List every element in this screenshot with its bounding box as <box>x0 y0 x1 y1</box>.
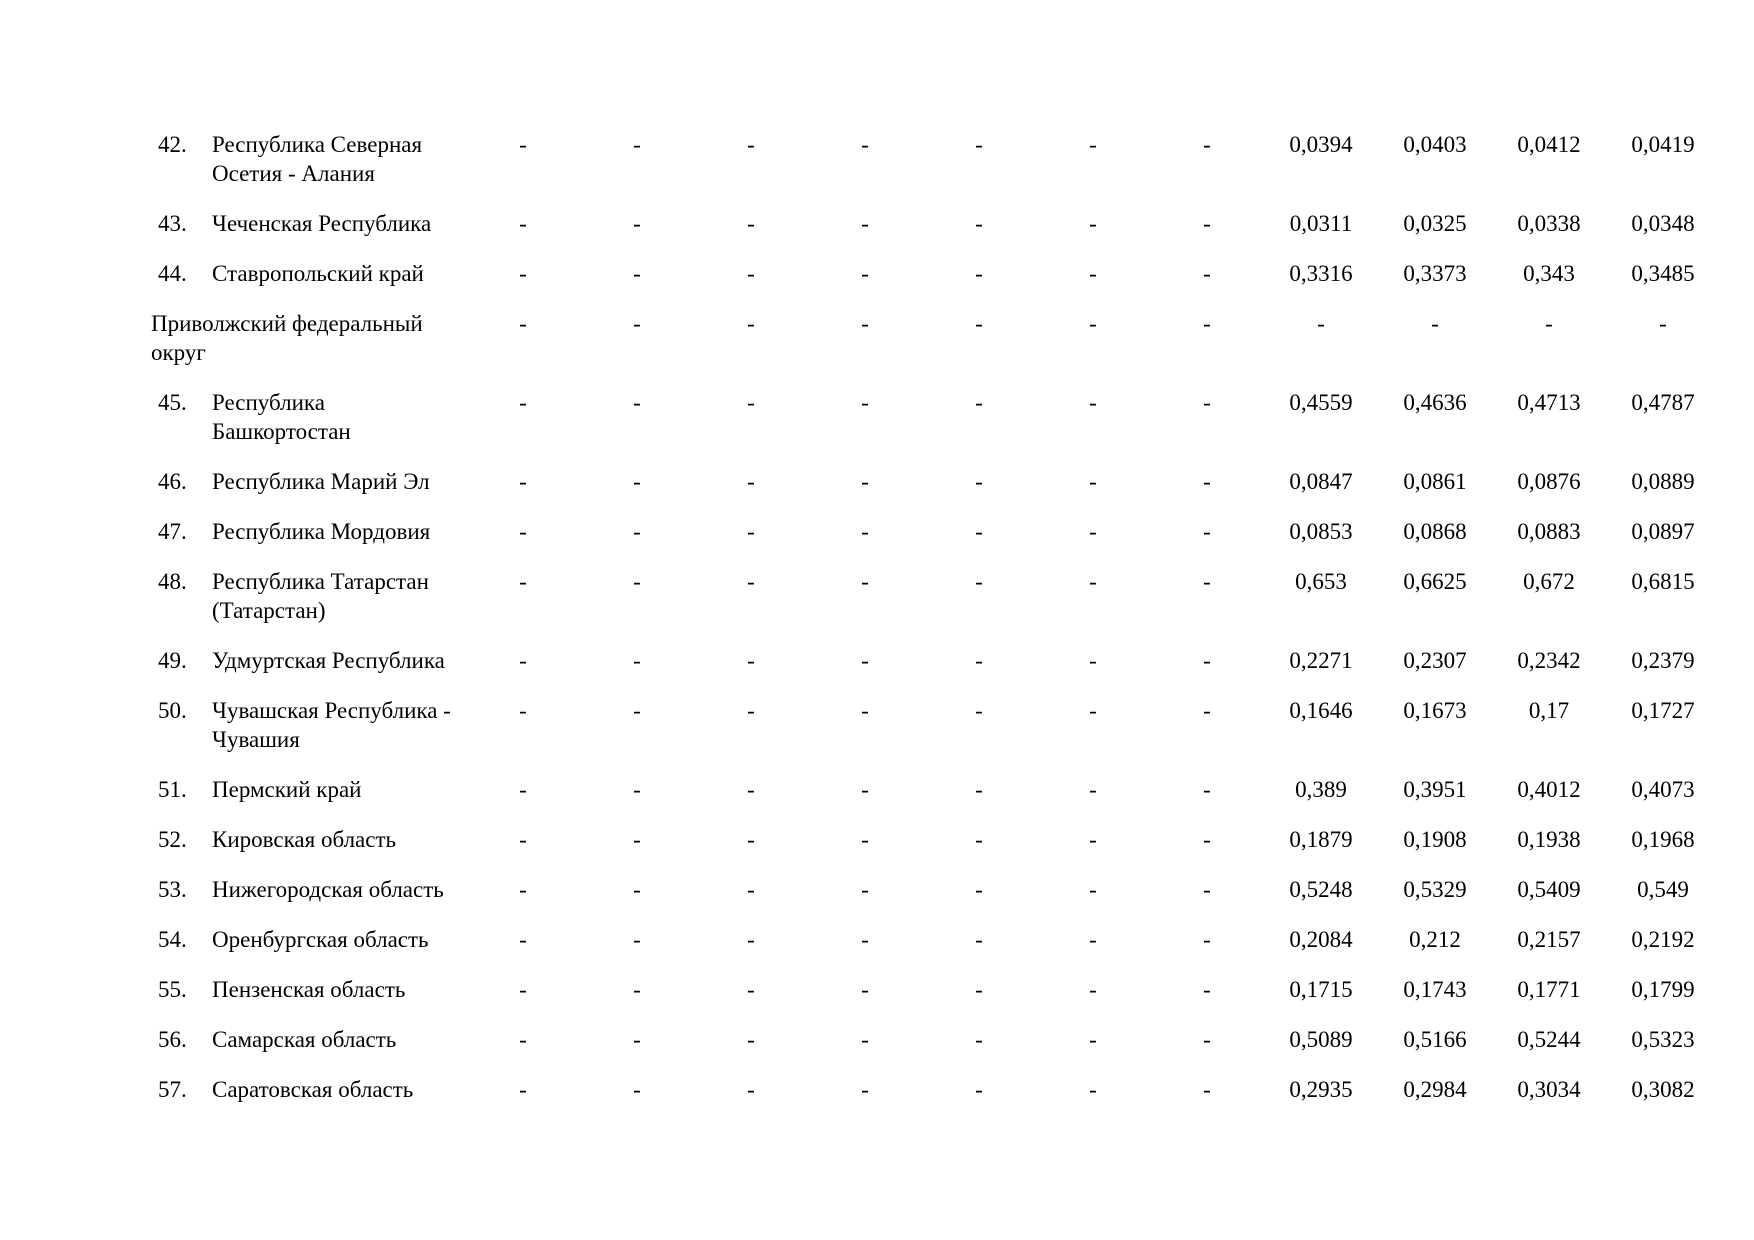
value-cell: - <box>747 211 755 236</box>
value-cell: - <box>747 311 755 336</box>
value-cell: 0,0419 <box>1631 132 1695 157</box>
value-cell: - <box>1203 1077 1211 1102</box>
value-cell: - <box>747 698 755 723</box>
value-cell: 0,3316 <box>1289 261 1353 286</box>
value-cell: - <box>1203 777 1211 802</box>
value-cell: 0,5244 <box>1517 1027 1581 1052</box>
value-cell: - <box>975 977 983 1002</box>
value-cell: - <box>747 469 755 494</box>
value-cell: 0,2935 <box>1289 1077 1353 1102</box>
value-cell: - <box>633 777 641 802</box>
value-cell: - <box>861 927 869 952</box>
value-cell: 0,343 <box>1523 261 1575 286</box>
value-cell: - <box>519 1077 527 1102</box>
value-cell: - <box>975 827 983 852</box>
value-cell: - <box>975 519 983 544</box>
region-name: Саратовская область <box>212 1077 414 1102</box>
value-cell: - <box>747 927 755 952</box>
table-row <box>151 209 1720 259</box>
value-cell: - <box>975 132 983 157</box>
value-cell: - <box>747 877 755 902</box>
value-cell: 0,3082 <box>1631 1077 1695 1102</box>
value-cell: 0,2271 <box>1289 648 1353 673</box>
table-row <box>151 925 1720 975</box>
value-cell: 0,4636 <box>1403 390 1467 415</box>
value-cell: - <box>861 777 869 802</box>
value-cell: 0,1968 <box>1631 827 1695 852</box>
row-number: 44. <box>158 261 187 286</box>
value-cell: 0,672 <box>1523 569 1575 594</box>
value-cell: 0,2984 <box>1403 1077 1467 1102</box>
value-cell: - <box>975 927 983 952</box>
value-cell: - <box>1203 261 1211 286</box>
table-row <box>151 567 1720 646</box>
row-number: 48. <box>158 569 187 594</box>
value-cell: - <box>633 977 641 1002</box>
value-cell: - <box>1203 469 1211 494</box>
value-cell: - <box>1089 311 1097 336</box>
value-cell: - <box>1089 877 1097 902</box>
region-name: Республика Мордовия <box>212 519 431 544</box>
value-cell: - <box>633 569 641 594</box>
value-cell: 0,389 <box>1295 777 1347 802</box>
value-cell: - <box>1089 648 1097 673</box>
row-number: 56. <box>158 1027 187 1052</box>
value-cell: 0,1879 <box>1289 827 1353 852</box>
value-cell: 0,2342 <box>1517 648 1581 673</box>
value-cell: - <box>975 777 983 802</box>
value-cell: - <box>633 648 641 673</box>
value-cell: 0,4559 <box>1289 390 1353 415</box>
row-number: 42. <box>158 132 187 157</box>
row-number: 53. <box>158 877 187 902</box>
value-cell: - <box>861 569 869 594</box>
value-cell: - <box>1203 827 1211 852</box>
value-cell: - <box>1089 1077 1097 1102</box>
value-cell: - <box>747 519 755 544</box>
value-cell: 0,5089 <box>1289 1027 1353 1052</box>
value-cell: - <box>633 390 641 415</box>
value-cell: 0,1908 <box>1403 827 1467 852</box>
value-cell: 0,2307 <box>1403 648 1467 673</box>
value-cell: - <box>1089 827 1097 852</box>
value-cell: - <box>633 1027 641 1052</box>
value-cell: 0,2379 <box>1631 648 1695 673</box>
value-cell: - <box>1089 261 1097 286</box>
value-cell: 0,6815 <box>1631 569 1695 594</box>
value-cell: - <box>1089 132 1097 157</box>
value-cell: 0,0897 <box>1631 519 1695 544</box>
table-row <box>151 1025 1720 1075</box>
value-cell: - <box>633 261 641 286</box>
value-cell: - <box>1203 569 1211 594</box>
value-cell: 0,0412 <box>1517 132 1581 157</box>
value-cell: - <box>975 1077 983 1102</box>
value-cell: - <box>633 827 641 852</box>
table-body <box>151 130 1720 1125</box>
value-cell: 0,4073 <box>1631 777 1695 802</box>
value-cell: - <box>633 311 641 336</box>
value-cell: 0,653 <box>1295 569 1347 594</box>
value-cell: 0,1771 <box>1517 977 1581 1002</box>
value-cell: - <box>861 519 869 544</box>
value-cell: - <box>633 211 641 236</box>
value-cell: - <box>975 211 983 236</box>
value-cell: - <box>1431 311 1439 336</box>
value-cell: - <box>747 977 755 1002</box>
value-cell: 0,212 <box>1409 927 1461 952</box>
table-row <box>151 467 1720 517</box>
value-cell: - <box>1203 211 1211 236</box>
value-cell: 0,0403 <box>1403 132 1467 157</box>
value-cell: - <box>519 648 527 673</box>
value-cell: 0,2157 <box>1517 927 1581 952</box>
value-cell: - <box>861 132 869 157</box>
value-cell: 0,3034 <box>1517 1077 1581 1102</box>
table-row <box>151 517 1720 567</box>
row-number: 51. <box>158 777 187 802</box>
row-number: 47. <box>158 519 187 544</box>
region-name: Ставропольский край <box>212 261 424 286</box>
value-cell: - <box>633 519 641 544</box>
value-cell: - <box>519 569 527 594</box>
value-cell: - <box>1203 977 1211 1002</box>
value-cell: 0,3951 <box>1403 777 1467 802</box>
region-name: Республика Марий Эл <box>212 469 430 494</box>
value-cell: 0,5329 <box>1403 877 1467 902</box>
value-cell: 0,1715 <box>1289 977 1353 1002</box>
value-cell: - <box>519 519 527 544</box>
value-cell: - <box>1089 519 1097 544</box>
value-cell: - <box>747 390 755 415</box>
value-cell: - <box>519 469 527 494</box>
value-cell: - <box>519 311 527 336</box>
value-cell: - <box>861 827 869 852</box>
value-cell: - <box>1089 390 1097 415</box>
value-cell: - <box>1089 977 1097 1002</box>
value-cell: 0,1646 <box>1289 698 1353 723</box>
value-cell: - <box>1317 311 1325 336</box>
value-cell: - <box>975 311 983 336</box>
value-cell: 0,3485 <box>1631 261 1695 286</box>
value-cell: - <box>747 569 755 594</box>
table-row <box>151 130 1720 209</box>
value-cell: - <box>1203 1027 1211 1052</box>
table-row <box>151 775 1720 825</box>
value-cell: 0,549 <box>1637 877 1689 902</box>
value-cell: 0,0348 <box>1631 211 1695 236</box>
value-cell: - <box>747 648 755 673</box>
value-cell: - <box>861 698 869 723</box>
row-number: 52. <box>158 827 187 852</box>
row-number: 43. <box>158 211 187 236</box>
value-cell: - <box>519 927 527 952</box>
region-name: Пермский край <box>212 777 362 802</box>
table-row <box>151 825 1720 875</box>
table-row <box>151 875 1720 925</box>
value-cell: - <box>975 261 983 286</box>
value-cell: - <box>975 648 983 673</box>
region-name: Республика Северная Осетия - Алания <box>212 132 423 186</box>
value-cell: - <box>861 211 869 236</box>
row-number: 55. <box>158 977 187 1002</box>
value-cell: 0,1938 <box>1517 827 1581 852</box>
value-cell: 0,1673 <box>1403 698 1467 723</box>
value-cell: 0,4787 <box>1631 390 1695 415</box>
value-cell: 0,0853 <box>1289 519 1353 544</box>
row-number: 50. <box>158 698 187 723</box>
value-cell: 0,17 <box>1528 698 1570 723</box>
value-cell: 0,6625 <box>1403 569 1467 594</box>
value-cell: - <box>633 1077 641 1102</box>
value-cell: - <box>1089 211 1097 236</box>
value-cell: - <box>519 1027 527 1052</box>
value-cell: 0,4012 <box>1517 777 1581 802</box>
value-cell: - <box>1203 519 1211 544</box>
value-cell: - <box>1203 390 1211 415</box>
value-cell: 0,1799 <box>1631 977 1695 1002</box>
value-cell: 0,3373 <box>1403 261 1467 286</box>
value-cell: 0,0868 <box>1403 519 1467 544</box>
value-cell: - <box>861 311 869 336</box>
region-name: Удмуртская Республика <box>212 648 445 673</box>
table-row <box>151 1075 1720 1125</box>
value-cell: - <box>633 698 641 723</box>
value-cell: - <box>519 877 527 902</box>
value-cell: - <box>747 777 755 802</box>
value-cell: - <box>975 698 983 723</box>
region-name: Кировская область <box>212 827 397 852</box>
value-cell: - <box>633 469 641 494</box>
value-cell: 0,5166 <box>1403 1027 1467 1052</box>
row-number: 54. <box>158 927 187 952</box>
value-cell: - <box>1089 1027 1097 1052</box>
value-cell: 0,0338 <box>1517 211 1581 236</box>
value-cell: - <box>861 1027 869 1052</box>
row-number: 45. <box>158 390 187 415</box>
value-cell: 0,5323 <box>1631 1027 1695 1052</box>
value-cell: - <box>1089 777 1097 802</box>
value-cell: 0,0883 <box>1517 519 1581 544</box>
value-cell: 0,0876 <box>1517 469 1581 494</box>
value-cell: - <box>861 877 869 902</box>
value-cell: - <box>519 390 527 415</box>
region-name: Республика Татарстан (Татарстан) <box>212 569 429 623</box>
row-number: 49. <box>158 648 187 673</box>
value-cell: - <box>519 132 527 157</box>
value-cell: 0,5248 <box>1289 877 1353 902</box>
value-cell: - <box>747 132 755 157</box>
value-cell: - <box>861 648 869 673</box>
group-name: Приволжский федеральный округ <box>151 311 423 365</box>
value-cell: 0,0325 <box>1403 211 1467 236</box>
value-cell: 0,2084 <box>1289 927 1353 952</box>
value-cell: - <box>519 261 527 286</box>
value-cell: - <box>1089 927 1097 952</box>
regions-table <box>151 130 1720 1125</box>
value-cell: - <box>519 211 527 236</box>
value-cell: 0,1727 <box>1631 698 1695 723</box>
value-cell: - <box>747 1077 755 1102</box>
row-number: 46. <box>158 469 187 494</box>
value-cell: - <box>747 261 755 286</box>
value-cell: 0,0311 <box>1289 211 1353 236</box>
region-name: Оренбургская область <box>212 927 429 952</box>
value-cell: - <box>633 927 641 952</box>
value-cell: - <box>861 977 869 1002</box>
region-name: Нижегородская область <box>212 877 444 902</box>
region-name: Республика Башкортостан <box>212 390 351 444</box>
value-cell: - <box>1659 311 1667 336</box>
row-number: 57. <box>158 1077 187 1102</box>
value-cell: - <box>1089 569 1097 594</box>
value-cell: - <box>1203 698 1211 723</box>
value-cell: 0,0861 <box>1403 469 1467 494</box>
value-cell: 0,5409 <box>1517 877 1581 902</box>
value-cell: 0,0889 <box>1631 469 1695 494</box>
table-row <box>151 975 1720 1025</box>
table-row <box>151 259 1720 309</box>
group-header-row <box>151 309 1720 388</box>
value-cell: - <box>975 877 983 902</box>
value-cell: - <box>519 827 527 852</box>
region-name: Самарская область <box>212 1027 397 1052</box>
value-cell: 0,1743 <box>1403 977 1467 1002</box>
value-cell: 0,2192 <box>1631 927 1695 952</box>
value-cell: - <box>861 390 869 415</box>
value-cell: - <box>975 469 983 494</box>
value-cell: - <box>861 1077 869 1102</box>
value-cell: - <box>975 390 983 415</box>
value-cell: - <box>1089 698 1097 723</box>
value-cell: - <box>1203 132 1211 157</box>
value-cell: 0,0394 <box>1289 132 1353 157</box>
value-cell: - <box>1203 877 1211 902</box>
table-row <box>151 696 1720 775</box>
table-row <box>151 646 1720 696</box>
region-name: Чеченская Республика <box>212 211 432 236</box>
value-cell: - <box>747 1027 755 1052</box>
value-cell: - <box>519 698 527 723</box>
value-cell: - <box>1203 311 1211 336</box>
region-name: Пензенская область <box>212 977 406 1002</box>
value-cell: 0,4713 <box>1517 390 1581 415</box>
value-cell: - <box>633 132 641 157</box>
value-cell: - <box>747 827 755 852</box>
region-name: Чувашская Республика - Чувашия <box>212 698 451 752</box>
value-cell: 0,0847 <box>1289 469 1353 494</box>
value-cell: - <box>975 569 983 594</box>
value-cell: - <box>519 977 527 1002</box>
value-cell: - <box>861 261 869 286</box>
value-cell: - <box>633 877 641 902</box>
value-cell: - <box>975 1027 983 1052</box>
value-cell: - <box>519 777 527 802</box>
value-cell: - <box>1545 311 1553 336</box>
table-row <box>151 388 1720 467</box>
value-cell: - <box>1089 469 1097 494</box>
value-cell: - <box>1203 648 1211 673</box>
value-cell: - <box>861 469 869 494</box>
value-cell: - <box>1203 927 1211 952</box>
